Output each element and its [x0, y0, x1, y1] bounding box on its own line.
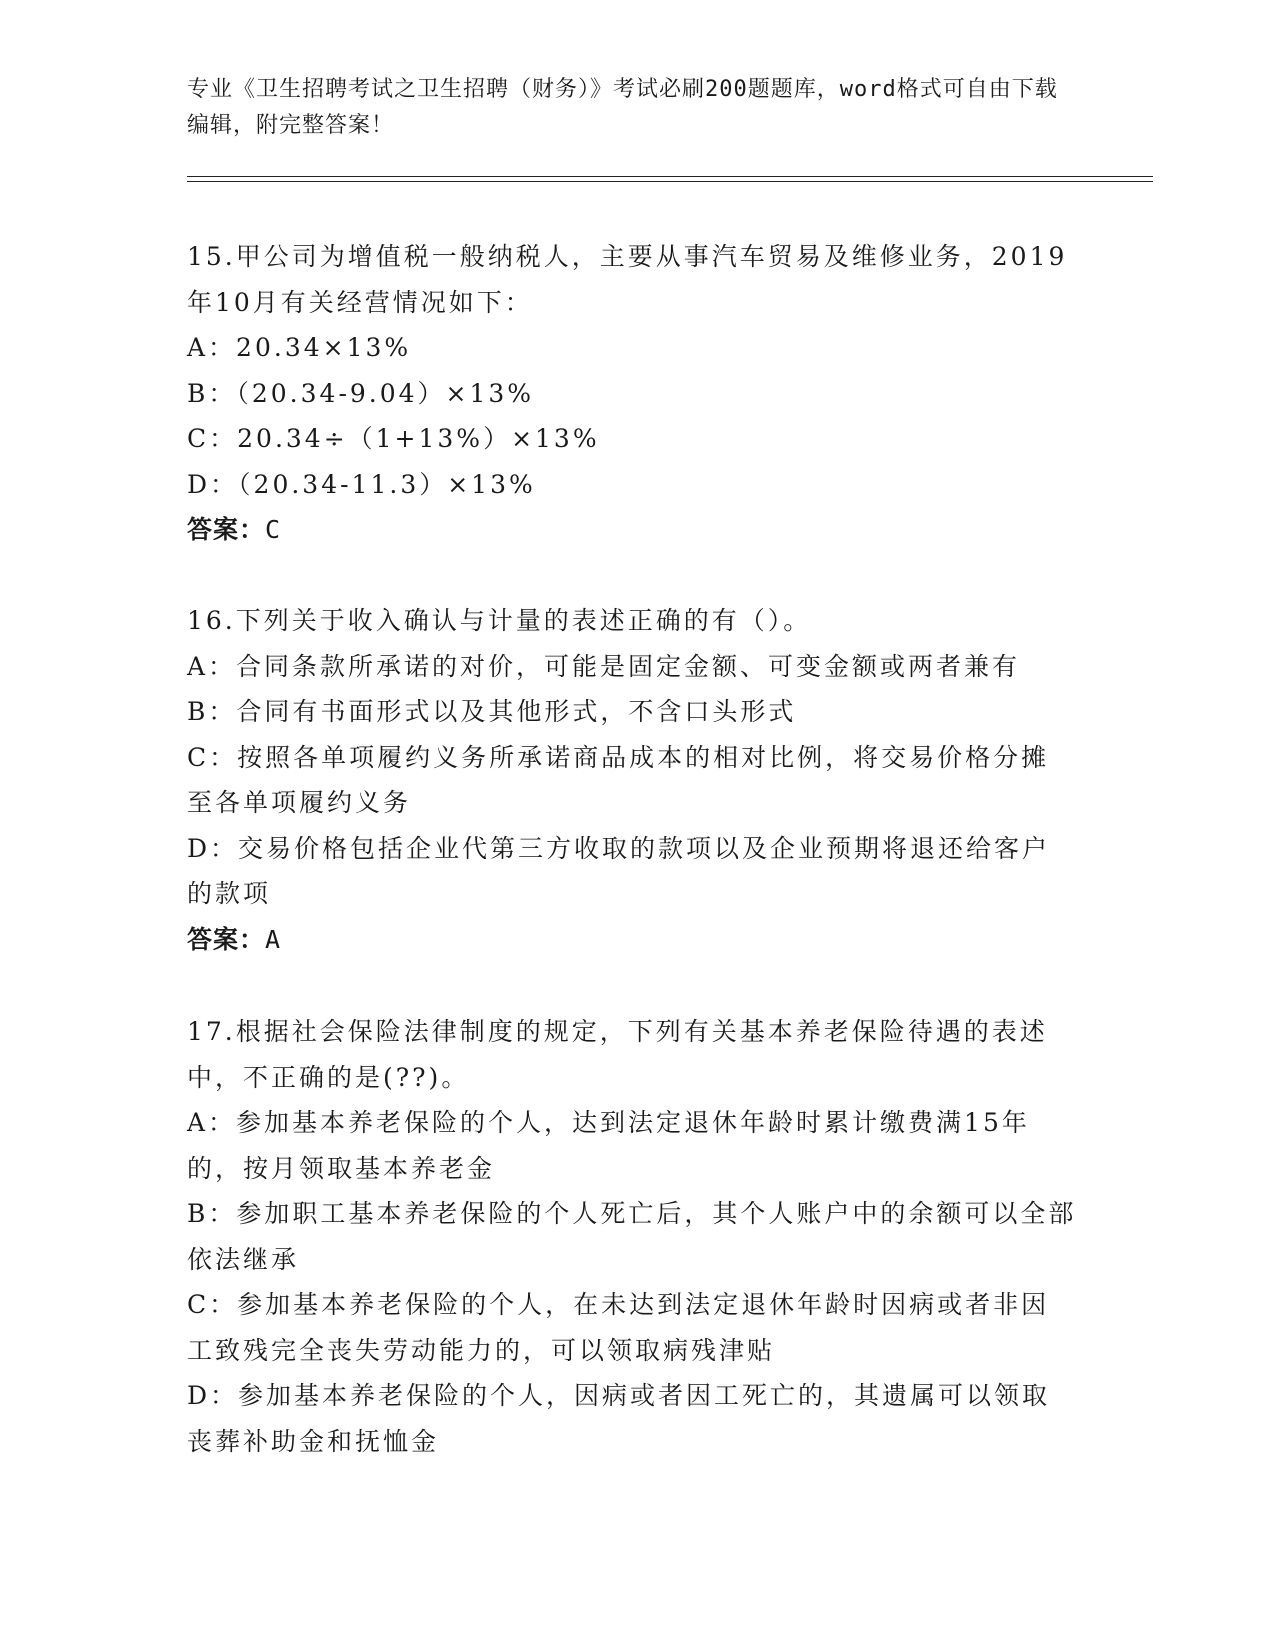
- answer-label: 答案：: [187, 515, 266, 544]
- option-b: B：（20.34-9.04）×13%: [187, 378, 535, 408]
- question-stem: 16.下列关于收入确认与计量的表述正确的有（）。: [187, 606, 812, 635]
- answer-label: 答案：: [187, 924, 266, 954]
- question-stem: 17.根据社会保险法律制度的规定，下列有关基本养老保险待遇的表述中，不正确的是(??)。: [187, 1017, 1048, 1092]
- answer-value: A: [265, 924, 282, 954]
- question-stem: 15.甲公司为增值税一般纳税人，主要从事汽车贸易及维修业务，2019年10月有关经营情况如下：: [187, 242, 1068, 317]
- document-header: 专业《卫生招聘考试之卫生招聘（财务）》考试必刷200题题库，word格式可自由下载编辑，附完整答案！: [187, 77, 1058, 138]
- answer-line: [187, 917, 1077, 963]
- option-a: A：合同条款所承诺的对价，可能是固定金额、可变金额或两者兼有: [187, 651, 1021, 681]
- option-b: B：参加职工基本养老保险的个人死亡后，其个人账户中的余额可以全部依法继承: [187, 1199, 1077, 1274]
- header-divider-bottom: [187, 181, 1153, 182]
- option-c: C：参加基本养老保险的个人，在未达到法定退休年龄时因病或者非因工致残完全丧失劳动能力的，可以领取病残津贴: [187, 1290, 1050, 1365]
- option-d: D：参加基本养老保险的个人，因病或者因工死亡的，其遗属可以领取丧葬补助金和抚恤金: [187, 1381, 1051, 1456]
- option-a: A：20.34×13%: [187, 333, 412, 362]
- question-16: [187, 598, 1077, 962]
- header-divider-top: [187, 176, 1153, 177]
- option-c: C：20.34÷（1+13%）×13%: [187, 424, 600, 453]
- option-d: D：（20.34-11.3）×13%: [187, 469, 536, 499]
- option-c: C：按照各单项履约义务所承诺商品成本的相对比例，将交易价格分摊至各单项履约义务: [187, 742, 1050, 817]
- option-a: A：参加基本养老保险的个人，达到法定退休年龄时累计缴费满15年的，按月领取基本养老金: [187, 1108, 1030, 1183]
- option-b: B：合同有书面形式以及其他形式，不含口头形式: [187, 697, 797, 726]
- question-17: [187, 1009, 1077, 1464]
- option-d: D：交易价格包括企业代第三方收取的款项以及企业预期将退还给客户的款项: [187, 833, 1051, 908]
- answer-line: [187, 507, 1077, 553]
- question-15: [187, 234, 1077, 553]
- answer-value: C: [265, 515, 282, 544]
